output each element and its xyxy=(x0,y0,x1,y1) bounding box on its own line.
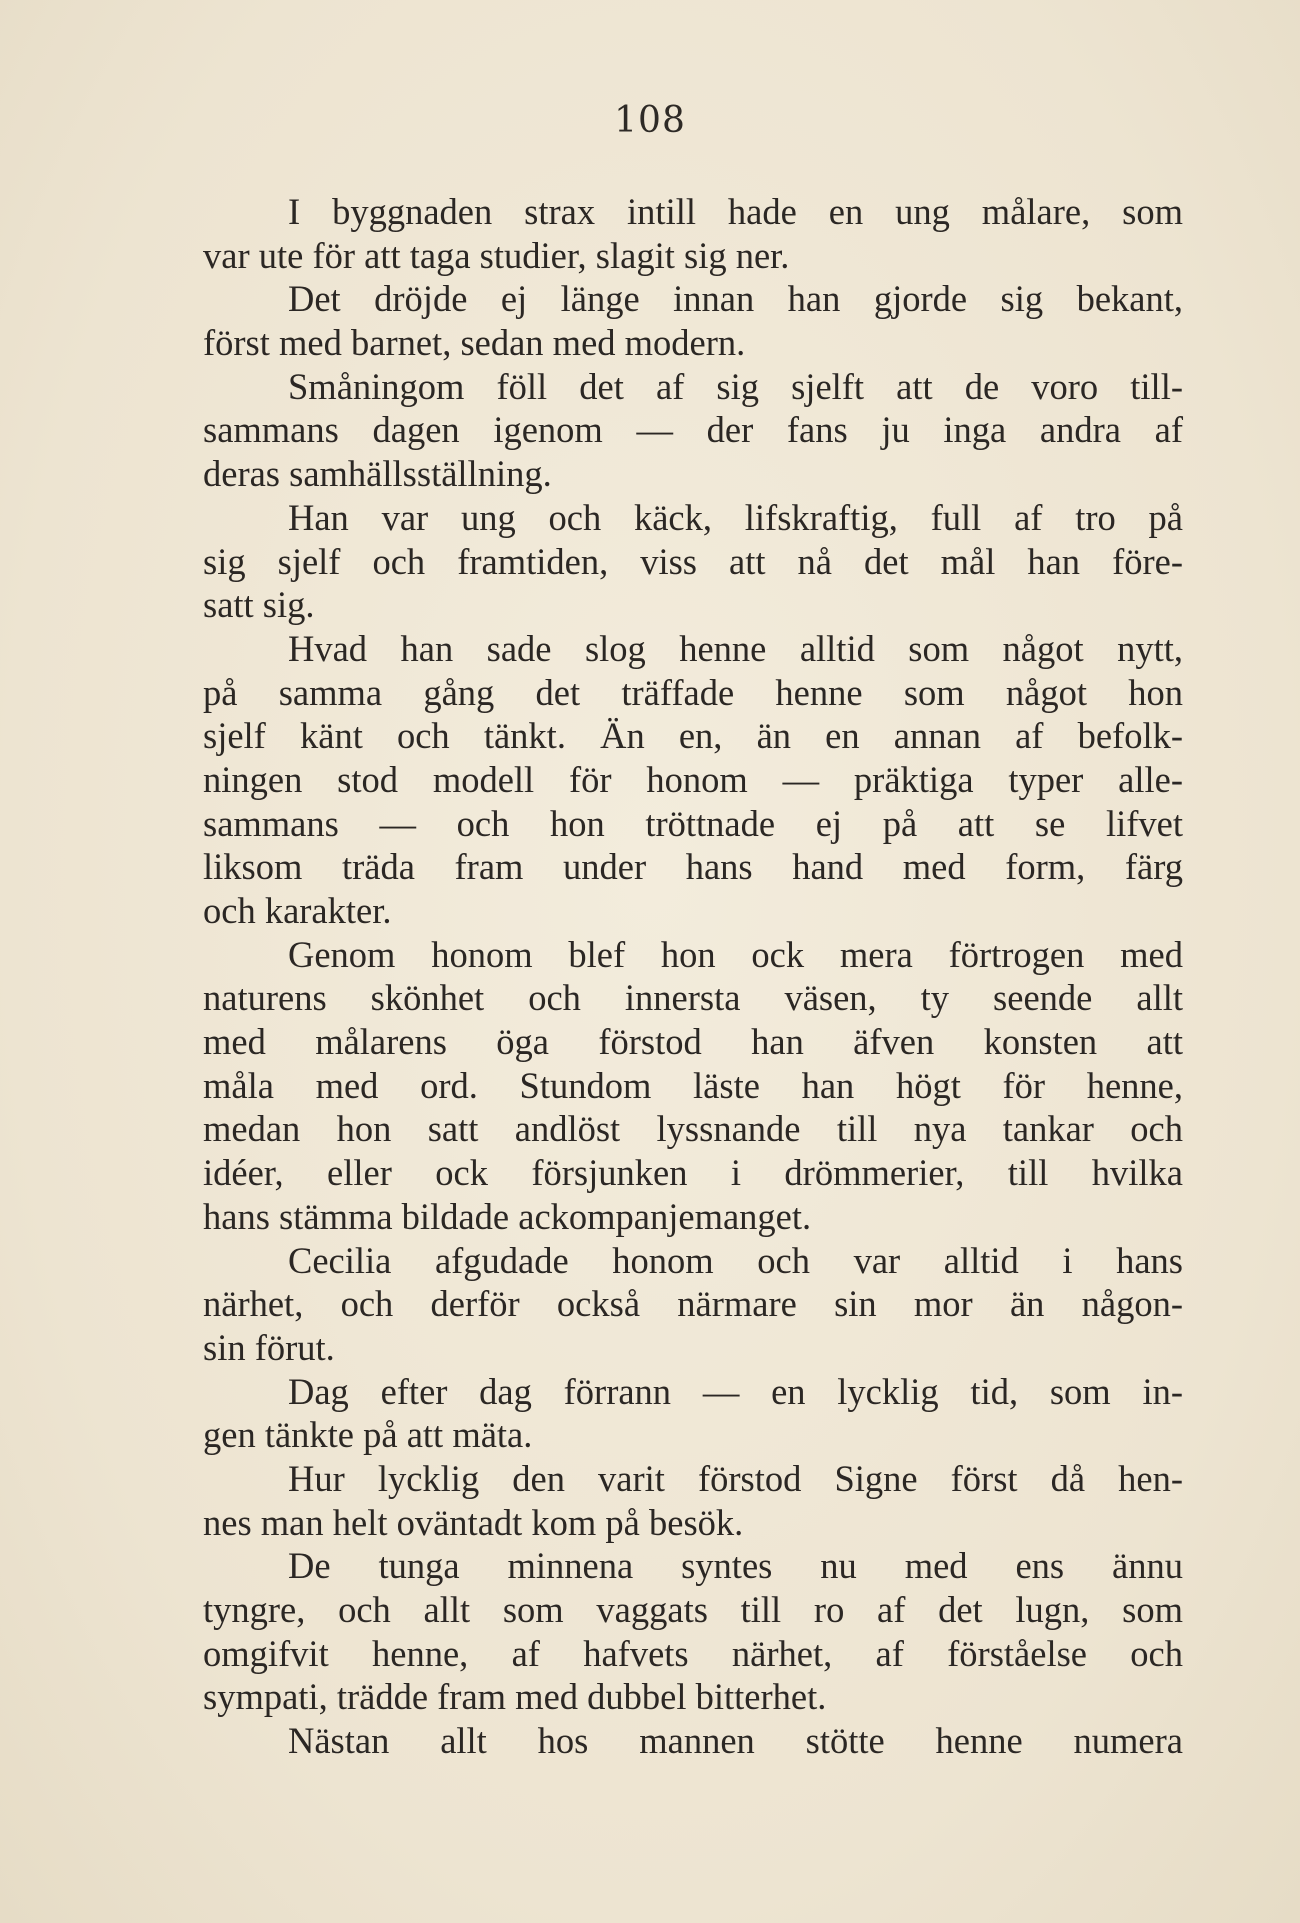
text-line: Småningom föll det af sig sjelft att de voro till- xyxy=(288,365,1183,407)
text-line: och karakter. xyxy=(203,890,392,931)
text-line: sig sjelf och framtiden, viss att nå det mål han före- xyxy=(203,540,1183,582)
text-line: sammans — och hon tröttnade ej på att se lifvet xyxy=(203,802,1183,844)
text-line: deras samhällsställning. xyxy=(203,453,552,495)
text-line: liksom träda fram under hans hand med form, färg xyxy=(203,846,1183,888)
page-number: 108 xyxy=(614,100,686,141)
text-line: Hvad han sade slog henne alltid som något nytt, xyxy=(288,627,1183,669)
text-line: först med barnet, sedan med modern. xyxy=(203,322,746,364)
text-line: Det dröjde ej länge innan han gjorde sig bekant, xyxy=(288,278,1183,320)
text-line: måla med ord. Stundom läste han högt för henne, xyxy=(203,1064,1183,1106)
text-line: De tunga minnena syntes nu med ens ännu xyxy=(288,1545,1183,1587)
body-text xyxy=(203,190,1183,1763)
text-line: I byggnaden strax intill hade en ung målare, som xyxy=(288,191,1183,232)
text-line: Han var ung och käck, lifskraftig, full af tro på xyxy=(288,496,1183,538)
text-line: närhet, och derför också närmare sin mor än någon- xyxy=(203,1283,1183,1325)
text-line: Hur lycklig den varit förstod Signe först då hen- xyxy=(288,1457,1183,1499)
text-line: på samma gång det träffade henne som något hon xyxy=(203,671,1183,713)
text-line: sin förut. xyxy=(203,1326,335,1368)
text-line: hans stämma bildade ackompanjemanget. xyxy=(203,1195,812,1237)
text-line: Nästan allt hos mannen stötte henne numera xyxy=(288,1720,1183,1762)
text-line: idéer, eller ock försjunken i drömmerier, till hvilka xyxy=(203,1152,1183,1194)
text-line: nes man helt oväntadt kom på besök. xyxy=(203,1501,744,1543)
text-line: sammans dagen igenom — der fans ju inga andra af xyxy=(203,409,1183,451)
text-line: Dag efter dag förrann — en lycklig tid, som in- xyxy=(288,1370,1183,1412)
text-line: omgifvit henne, af hafvets närhet, af förståelse och xyxy=(203,1632,1183,1674)
text-line: Genom honom blef hon ock mera förtrogen med xyxy=(288,933,1183,975)
text-line: var ute för att taga studier, slagit sig ner. xyxy=(203,234,790,276)
text-line: sympati, trädde fram med dubbel bitterhet. xyxy=(203,1676,827,1718)
text-line: naturens skönhet och innersta väsen, ty seende allt xyxy=(203,977,1183,1019)
text-line: tyngre, och allt som vaggats till ro af det lugn, som xyxy=(203,1589,1183,1630)
text-line: Cecilia afgudade honom och var alltid i hans xyxy=(288,1239,1183,1281)
text-line: gen tänkte på att mäta. xyxy=(203,1414,533,1456)
text-line: ningen stod modell för honom — präktiga typer alle- xyxy=(203,758,1183,800)
text-line: medan hon satt andlöst lyssnande till nya tankar och xyxy=(203,1108,1183,1150)
text-line: satt sig. xyxy=(203,584,315,626)
text-line: sjelf känt och tänkt. Än en, än en annan af befolk- xyxy=(203,715,1183,757)
text-line: med målarens öga förstod han äfven konsten att xyxy=(203,1021,1183,1063)
